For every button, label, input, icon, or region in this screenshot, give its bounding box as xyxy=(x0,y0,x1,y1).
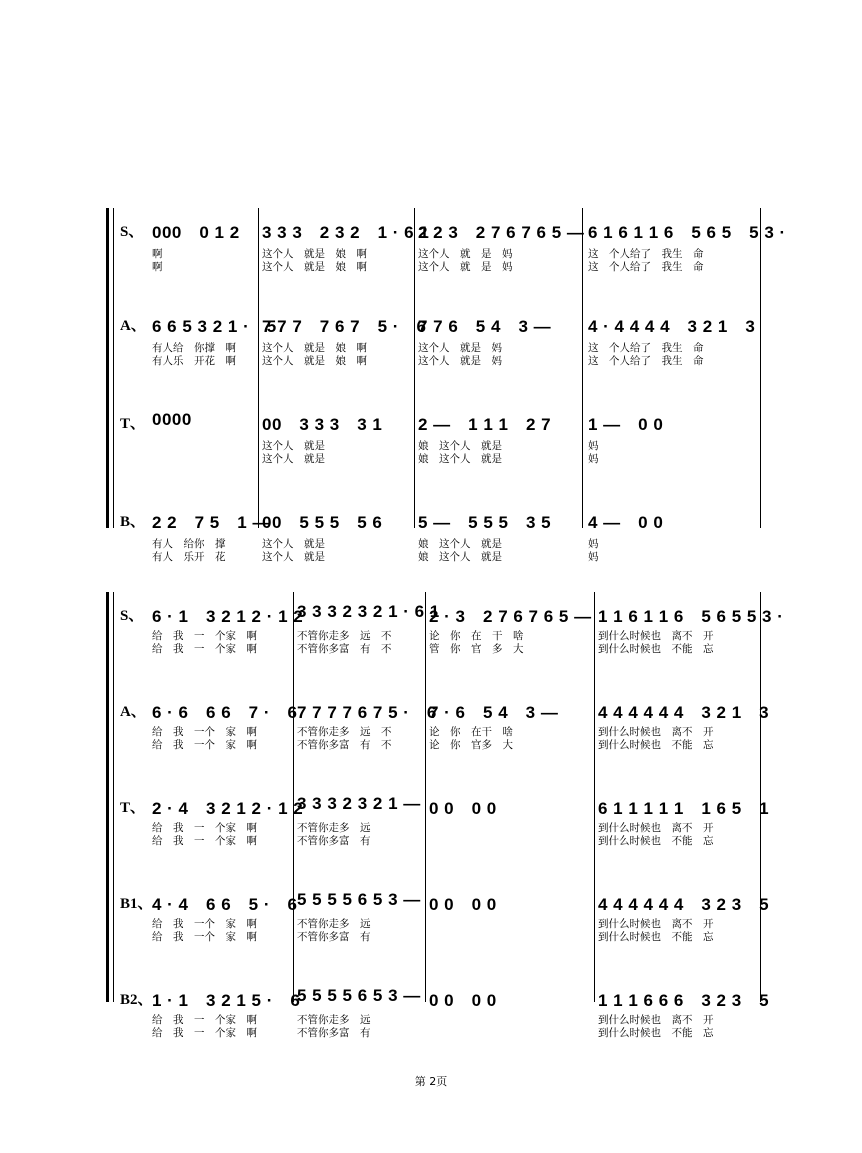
measure-notes: 2 2 3 2 7 6 7 6 5 — xyxy=(418,223,585,242)
lyric-text: 不管你多富 有 xyxy=(297,835,371,847)
lyric-text: 有人 给你 撑 xyxy=(152,538,226,550)
lyric-text: 不管你走多 远 不 xyxy=(297,726,392,738)
lyric-text: 这个人 就是 妈 xyxy=(418,355,502,367)
score-system xyxy=(0,592,862,1039)
part-label: T、 xyxy=(120,416,146,432)
measure-notes: 3 3 3 2 3 2 1 · 6 1 xyxy=(262,223,430,242)
lyric-text: 不管你多富 有 xyxy=(297,931,371,943)
bar-line xyxy=(760,208,761,528)
lyric-text: 这个人 就是 娘 啊 xyxy=(262,355,367,367)
lyric-text: 到什么时候也 离不 开 xyxy=(598,726,714,738)
page-number: 第 2页 xyxy=(414,1075,448,1088)
lyric-text: 到什么时候也 不能 忘 xyxy=(598,835,714,847)
lyric-text: 给 我 一 个家 啊 xyxy=(152,1027,257,1039)
lyric-text: 给 我 一 个家 啊 xyxy=(152,643,257,655)
part-label: B、 xyxy=(120,514,146,530)
system-bracket xyxy=(106,592,109,1002)
measure-notes: 7 7 6 5 4 3 — xyxy=(418,317,552,336)
measure-notes: 2 — 1 1 1 2 7 xyxy=(418,415,552,434)
part-label: B2、 xyxy=(120,992,153,1008)
measure-notes: 6 · 1 3 2 1 2 · 1 2 xyxy=(152,607,304,626)
lyric-text: 娘 这个人 就是 xyxy=(418,440,502,452)
lyric-text: 妈 xyxy=(588,538,599,550)
lyric-text: 到什么时候也 不能 忘 xyxy=(598,931,714,943)
lyric-text: 到什么时候也 离不 开 xyxy=(598,918,714,930)
lyric-text: 这个人 就是 xyxy=(262,538,325,550)
measure-notes: 00 5 5 5 5 6 xyxy=(262,513,383,532)
lyric-text: 不管你多富 有 不 xyxy=(297,643,392,655)
lyric-text: 这个人 就是 娘 啊 xyxy=(262,261,367,273)
part-label: A、 xyxy=(120,318,146,334)
measure-notes: 7 7 7 7 6 7 5 · 6 xyxy=(262,317,427,336)
score-system xyxy=(0,208,862,563)
lyric-text: 到什么时候也 离不 开 xyxy=(598,822,714,834)
lyric-text: 给 我 一个 家 啊 xyxy=(152,726,257,738)
lyric-text: 娘 这个人 就是 xyxy=(418,551,502,563)
lyric-text: 给 我 一 个家 啊 xyxy=(152,822,257,834)
lyric-text: 妈 xyxy=(588,440,599,452)
measure-notes: 0000 xyxy=(152,410,192,429)
measure-notes: 2 · 3 2 7 6 7 6 5 — xyxy=(429,607,592,626)
lyric-text: 不管你走多 远 xyxy=(297,822,371,834)
lyric-text: 到什么时候也 离不 开 xyxy=(598,630,714,642)
part-label: A、 xyxy=(120,704,146,720)
lyric-text: 这个人 就是 娘 啊 xyxy=(262,248,367,260)
measure-notes: 1 1 6 1 1 6 5 6 5 5 3 · xyxy=(598,607,784,626)
bar-line xyxy=(425,592,426,1002)
lyric-text: 给 我 一个 家 啊 xyxy=(152,918,257,930)
lyric-text: 娘 这个人 就是 xyxy=(418,538,502,550)
lyric-text: 这个人 就是 妈 xyxy=(418,342,502,354)
part-label: S、 xyxy=(120,224,144,240)
measure-notes: 7 7 7 7 6 7 5 · 6 xyxy=(297,703,437,722)
lyric-text: 到什么时候也 离不 开 xyxy=(598,1014,714,1026)
bar-line xyxy=(258,208,259,528)
lyric-text: 不管你多富 有 xyxy=(297,1027,371,1039)
measure-notes: 4 4 4 4 4 4 3 2 3 5 xyxy=(598,895,770,914)
measure-notes: 5 5 5 5 6 5 3 — xyxy=(297,890,421,909)
measure-notes: 5 5 5 5 6 5 3 — xyxy=(297,986,421,1005)
lyric-text: 论 你 在 干 啥 xyxy=(429,630,524,642)
lyric-text: 这 个人给了 我生 命 xyxy=(588,342,704,354)
lyric-text: 啊 xyxy=(152,248,163,260)
lyric-text: 给 我 一 个家 啊 xyxy=(152,1014,257,1026)
measure-notes: 7 · 6 5 4 3 — xyxy=(429,703,559,722)
lyric-text: 这 个人给了 我生 命 xyxy=(588,248,704,260)
part-label: S、 xyxy=(120,608,144,624)
part-label: T、 xyxy=(120,800,146,816)
lyric-text: 到什么时候也 不能 忘 xyxy=(598,1027,714,1039)
measure-notes: 6 1 1 1 1 1 1 6 5 1 xyxy=(598,799,770,818)
lyric-text: 妈 xyxy=(588,551,599,563)
measure-notes: 2 2 7 5 1 — xyxy=(152,513,270,532)
lyric-text: 论 你 官多 大 xyxy=(429,739,513,751)
lyric-text: 这 个人给了 我生 命 xyxy=(588,261,704,273)
bar-line xyxy=(414,208,415,528)
lyric-text: 不管你走多 远 xyxy=(297,918,371,930)
lyric-text: 妈 xyxy=(588,453,599,465)
measure-notes: 0 0 0 0 xyxy=(429,991,497,1010)
lyric-text: 这 个人给了 我生 命 xyxy=(588,355,704,367)
system-bracket-line xyxy=(113,208,114,528)
lyric-text: 管 你 官 多 大 xyxy=(429,643,524,655)
lyric-text: 给 我 一个 家 啊 xyxy=(152,931,257,943)
measure-notes: 1 · 1 3 2 1 5 · 6 xyxy=(152,991,301,1010)
lyric-text: 给 我 一个 家 啊 xyxy=(152,739,257,751)
measure-notes: 4 4 4 4 4 4 3 2 1 3 xyxy=(598,703,770,722)
lyric-text: 这个人 就是 娘 啊 xyxy=(262,342,367,354)
measure-notes: 6 · 6 6 6 7 · 6 xyxy=(152,703,298,722)
lyric-text: 这个人 就是 xyxy=(262,453,325,465)
lyric-text: 不管你走多 远 不 xyxy=(297,630,392,642)
lyric-text: 不管你走多 远 xyxy=(297,1014,371,1026)
measure-notes: 0 0 0 0 xyxy=(429,895,497,914)
measure-notes: 3 3 3 2 3 2 1 · 6 1 xyxy=(297,602,440,621)
lyric-text: 给 我 一 个家 啊 xyxy=(152,630,257,642)
measure-notes: 1 1 1 6 6 6 3 2 3 5 xyxy=(598,991,770,1010)
lyric-text: 有人 乐开 花 xyxy=(152,551,226,563)
lyric-text: 给 我 一 个家 啊 xyxy=(152,835,257,847)
part-label: B1、 xyxy=(120,896,153,912)
measure-notes: 1 — 0 0 xyxy=(588,415,664,434)
lyric-text: 这个人 就是 xyxy=(262,551,325,563)
bar-line xyxy=(582,208,583,528)
lyric-text: 娘 这个人 就是 xyxy=(418,453,502,465)
measure-notes: 6 6 5 3 2 1 · 5 xyxy=(152,317,277,336)
lyric-text: 到什么时候也 不能 忘 xyxy=(598,643,714,655)
system-bracket-line xyxy=(113,592,114,1002)
measure-notes: 2 · 4 3 2 1 2 · 1 2 xyxy=(152,799,304,818)
lyric-text: 这个人 就是 xyxy=(262,440,325,452)
lyric-text: 这个人 就 是 妈 xyxy=(418,248,513,260)
lyric-text: 论 你 在干 啥 xyxy=(429,726,513,738)
measure-notes: 000 0 1 2 xyxy=(152,223,240,242)
lyric-text: 有人给 你撑 啊 xyxy=(152,342,236,354)
measure-notes: 4 — 0 0 xyxy=(588,513,664,532)
system-bracket xyxy=(106,208,109,528)
measure-notes: 4 · 4 6 6 5 · 6 xyxy=(152,895,298,914)
lyric-text: 这个人 就 是 妈 xyxy=(418,261,513,273)
lyric-text: 有人乐 开花 啊 xyxy=(152,355,236,367)
lyric-text: 到什么时候也 不能 忘 xyxy=(598,739,714,751)
lyric-text: 不管你多富 有 不 xyxy=(297,739,392,751)
measure-notes: 3 3 3 2 3 2 1 — xyxy=(297,794,421,813)
measure-notes: 00 3 3 3 3 1 xyxy=(262,415,383,434)
measure-notes: 4 · 4 4 4 4 3 2 1 3 xyxy=(588,317,756,336)
measure-notes: 0 0 0 0 xyxy=(429,799,497,818)
bar-line xyxy=(594,592,595,1002)
measure-notes: 5 — 5 5 5 3 5 xyxy=(418,513,552,532)
measure-notes: 6 1 6 1 1 6 5 6 5 5 3 · xyxy=(588,223,786,242)
lyric-text: 啊 xyxy=(152,261,163,273)
